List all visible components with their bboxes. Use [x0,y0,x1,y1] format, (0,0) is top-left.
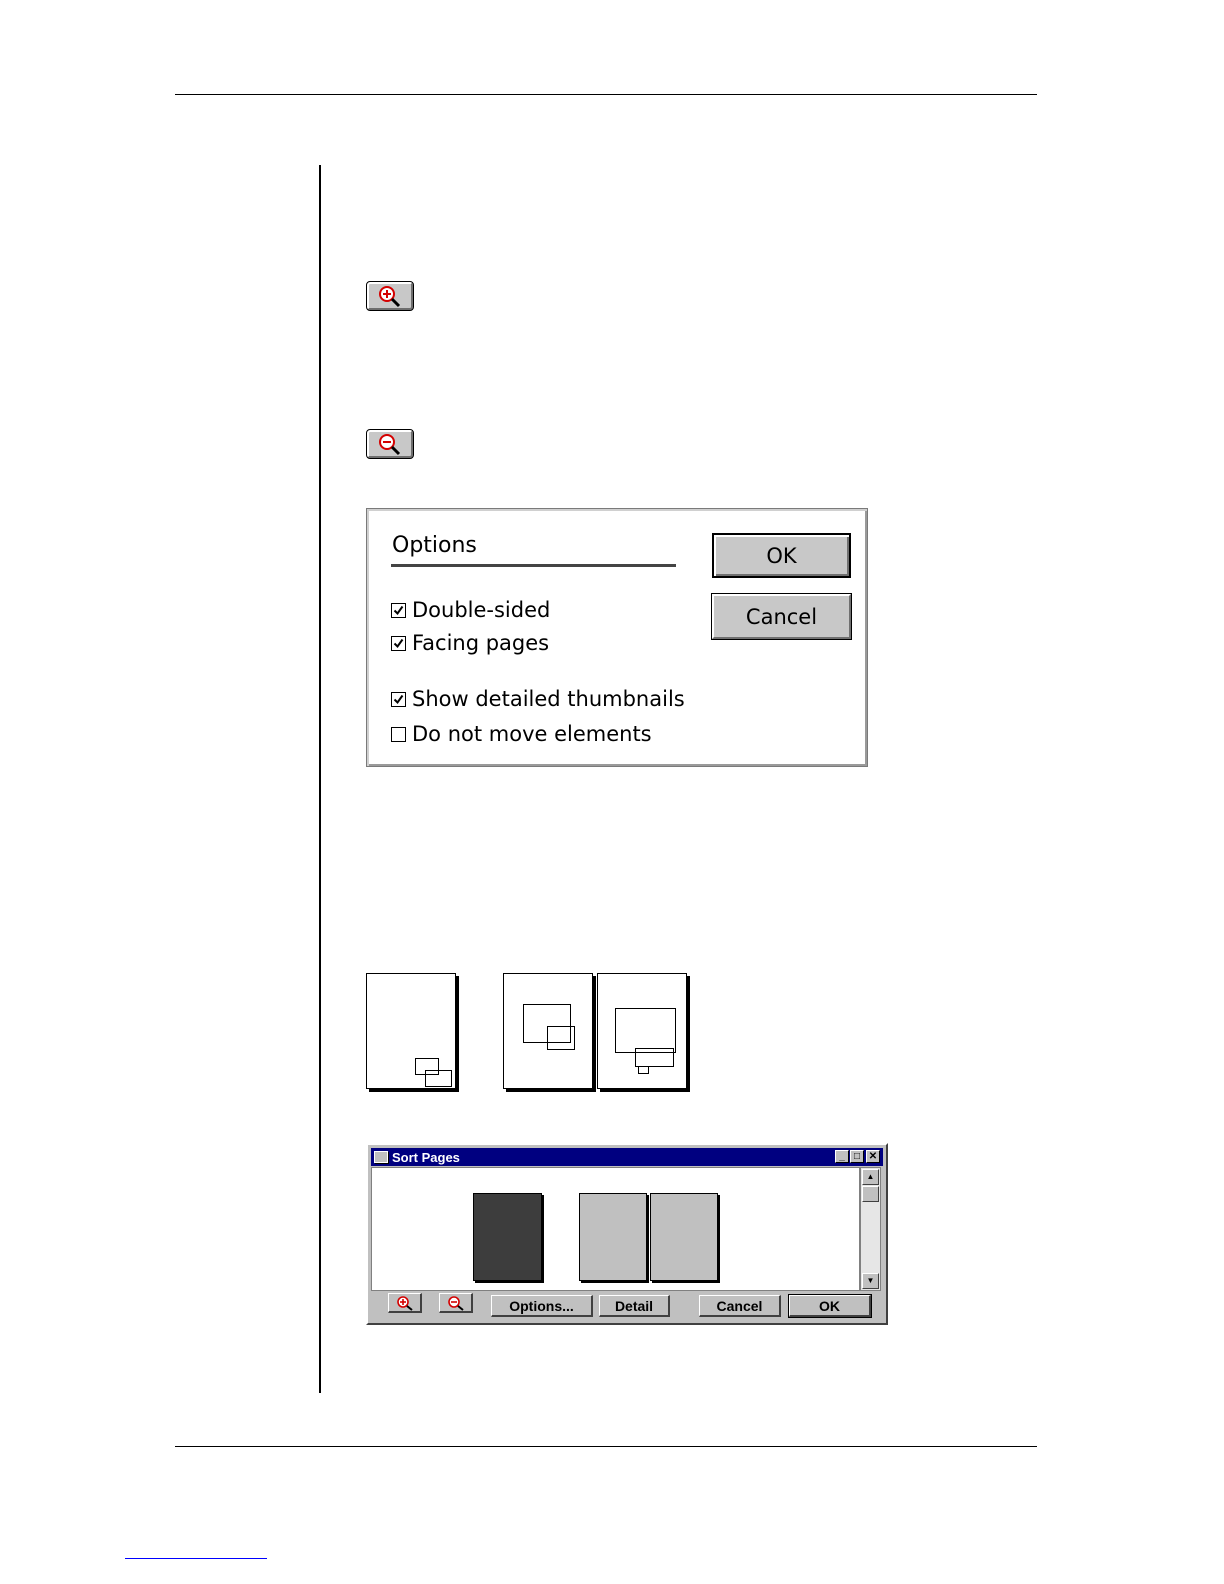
check-icon [393,638,404,649]
margin-rule [319,165,321,1393]
detail-button[interactable]: Detail [599,1295,670,1317]
element-rect [638,1066,649,1074]
scroll-down-icon[interactable]: ▼ [862,1273,879,1289]
cancel-button[interactable]: Cancel [712,594,851,639]
checkbox-box[interactable] [391,692,406,707]
check-icon [393,605,404,616]
options-title-underline [391,564,676,567]
page-thumbnail[interactable] [650,1193,718,1281]
footer-rule [175,1446,1037,1447]
window-title: Sort Pages [392,1149,460,1165]
options-dialog [366,508,868,767]
cancel-button[interactable]: Cancel [699,1295,781,1317]
ok-button[interactable]: OK [789,1295,871,1317]
maximize-icon[interactable]: □ [850,1150,864,1163]
element-rect [615,1008,676,1053]
checkbox-label: Do not move elements [412,722,652,746]
options-button[interactable]: Options... [491,1295,593,1317]
zoom-out-button[interactable] [367,430,413,458]
checkbox-do-not-move-elements[interactable] [391,722,652,746]
checkbox-label: Show detailed thumbnails [412,687,685,711]
element-rect [547,1026,575,1050]
ok-button[interactable]: OK [712,533,851,578]
options-title: Options [392,533,477,558]
checkbox-show-detailed-thumbnails[interactable] [391,687,685,711]
checkbox-label: Double-sided [412,598,551,622]
page-sort-area[interactable] [371,1167,860,1291]
checkbox-box[interactable] [391,727,406,742]
header-rule [175,94,1037,95]
minimize-icon[interactable]: _ [835,1150,849,1163]
sort-pages-window [366,1143,888,1325]
zoom-in-button[interactable] [388,1293,422,1313]
facing-page-right-thumbnail [597,973,687,1089]
footer-link-underline [125,1558,267,1559]
zoom-out-icon [375,432,405,456]
system-menu-icon[interactable] [374,1151,388,1163]
element-rect [425,1070,452,1087]
title-bar[interactable] [371,1148,883,1166]
scroll-up-icon[interactable]: ▲ [862,1169,879,1185]
checkbox-label: Facing pages [412,631,550,655]
zoom-in-icon [375,284,405,308]
vertical-scrollbar[interactable] [860,1167,881,1291]
element-rect [635,1048,674,1067]
zoom-in-button[interactable] [367,282,413,310]
page-thumbnail-selected[interactable] [473,1193,542,1281]
scroll-thumb[interactable] [862,1186,879,1202]
close-icon[interactable]: ✕ [866,1150,880,1163]
checkbox-box[interactable] [391,636,406,651]
facing-page-left-thumbnail [503,973,593,1089]
page-thumbnail[interactable] [579,1193,647,1281]
checkbox-double-sided[interactable] [391,598,550,622]
check-icon [393,694,404,705]
checkbox-box[interactable] [391,603,406,618]
zoom-in-icon [394,1295,416,1311]
zoom-out-icon [445,1295,467,1311]
zoom-out-button[interactable] [439,1293,473,1313]
single-page-thumbnail [366,973,456,1089]
checkbox-facing-pages[interactable] [391,631,549,655]
